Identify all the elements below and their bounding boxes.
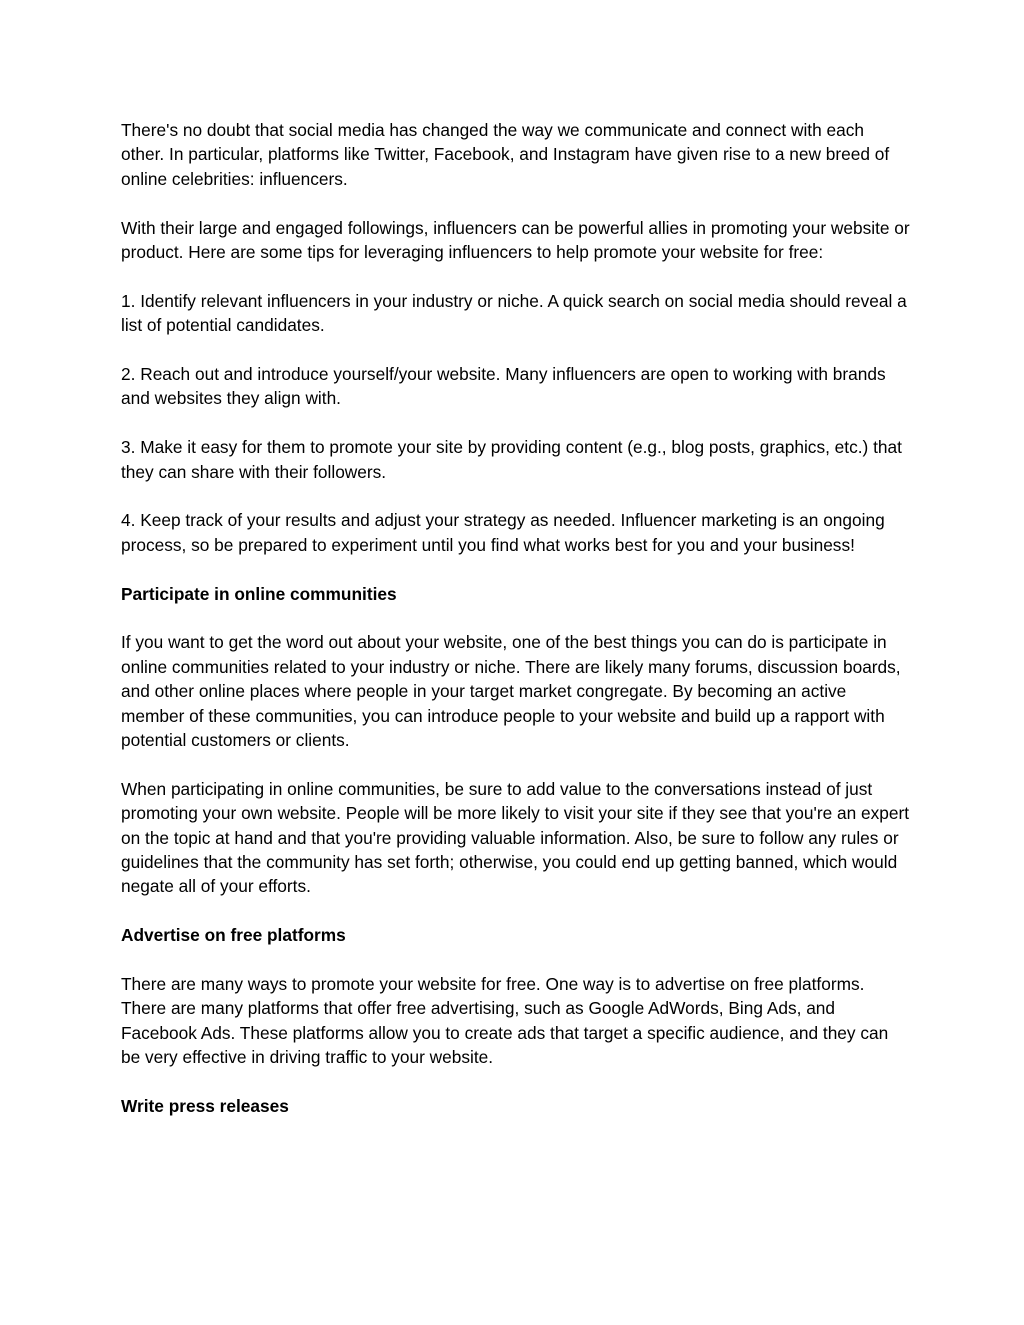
section-heading: Write press releases	[121, 1096, 289, 1117]
tip-item: 2. Reach out and introduce yourself/your website. Many influencers are open to working with brands and websites they align with.	[121, 364, 886, 409]
tip-item: 1. Identify relevant influencers in your industry or niche. A quick search on social media should reveal a list of potential candidates.	[121, 290, 907, 336]
intro-paragraph: There's no doubt that social media has changed the way we communicate and connect with each other. In particular, platforms like Twitter, Facebook, and Instagram have given rise to a new breed of online celebrities: influencers.	[121, 120, 890, 189]
section-paragraph: There are many ways to promote your website for free. One way is to advertise on free platforms. There are many platforms that offer free advertising, such as Google AdWords, Bing Ads, and Facebook Ads. These platforms allow you to create ads that target a specific audience, and they can be very effective in driving traffic to your website.	[121, 974, 889, 1068]
section-paragraph: If you want to get the word out about your website, one of the best things you can do is participate in online communities related to your industry or niche. There are likely many forums, discussion boards, and other online places where people in your target market congregate. By becoming an active member of these communities, you can introduce people to your website and build up a rapport with potential customers or clients.	[121, 632, 901, 751]
tip-item: 3. Make it easy for them to promote your site by providing content (e.g., blog posts, graphics, etc.) that they can share with their followers.	[121, 437, 902, 482]
intro-paragraph: With their large and engaged followings, influencers can be powerful allies in promoting your website or product. Here are some tips for leveraging influencers to help promote your website for free:	[121, 217, 910, 263]
section-heading: Advertise on free platforms	[121, 925, 346, 946]
section-paragraph: When participating in online communities, be sure to add value to the conversations instead of just promoting your own website. People will be more likely to visit your site if they see that you're an expert on the topic at hand and that you're providing valuable information. Also, be sure to follow any rules or guidelines that the community has set forth; otherwise, you could end up getting banned, which would negate all of your efforts.	[121, 778, 910, 897]
tip-item: 4. Keep track of your results and adjust your strategy as needed. Influencer marketing is an ongoing process, so be prepared to experiment until you find what works best for you and your business!	[121, 510, 885, 555]
section-heading: Participate in online communities	[121, 583, 397, 604]
document-page	[121, 118, 911, 1143]
